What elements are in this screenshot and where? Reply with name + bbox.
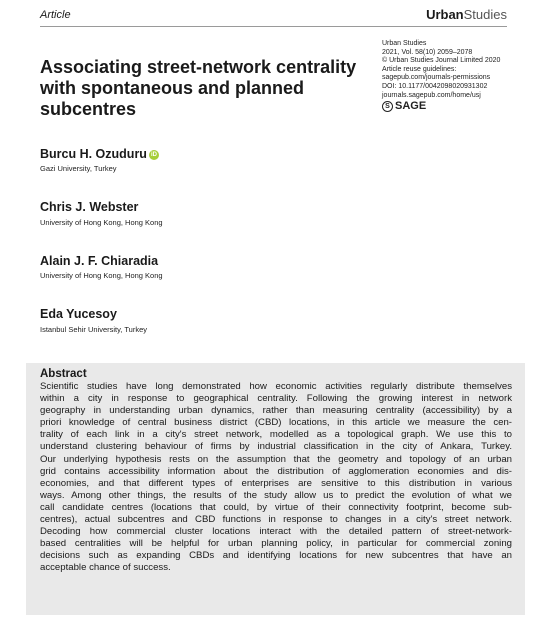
- abstract-line: call candidate centres (locations that could, by virtue of their connectivity footprint, become sub-: [40, 501, 512, 513]
- abstract-line: decisions such as expanding CBDs and identifying locations for new subcentres that have an: [40, 550, 512, 562]
- journal-name-light: Studies: [463, 7, 507, 22]
- title-line: subcentres: [40, 99, 137, 119]
- publication-info: [382, 40, 500, 112]
- author-affiliation: University of Hong Kong, Hong Kong: [40, 218, 163, 227]
- article-type-label: Article: [40, 9, 71, 21]
- abstract-line: trality of each link in a city's street network, modelled as a topological graph. We use this to: [40, 429, 512, 441]
- abstract-line: geography in understanding urban dynamics, rather than measuring centrality (accessibility) by a: [40, 405, 512, 417]
- abstract-line: Our underlying hypothesis rests on the assumption that the geometry and topology of an urban: [40, 453, 512, 465]
- sage-circle-icon: S: [382, 101, 393, 112]
- orcid-icon[interactable]: iD: [150, 152, 157, 158]
- author-name: Alain J. F. Chiaradia: [40, 254, 159, 268]
- info-copyright: © Urban Studies Journal Limited 2020: [382, 57, 501, 65]
- author-name: Eda Yucesoy: [40, 307, 117, 321]
- abstract-line: ways. Among other things, the results of the study allow us to predict the evolution of what we: [40, 489, 512, 501]
- abstract-line: based centralities will be helpful for urban planning policy, in particular for commercial zoning: [40, 538, 512, 550]
- info-journal: Urban Studies: [382, 40, 427, 47]
- abstract-line: centres), actual subcentres and CBD functions in response to changes in a city's street network.: [40, 514, 512, 526]
- publisher-logo: [382, 101, 500, 112]
- info-doi[interactable]: DOI: 10.1177/0042098020931302: [382, 82, 488, 90]
- author-affiliation: University of Hong Kong, Hong Kong: [40, 271, 163, 280]
- author-name: [40, 147, 159, 161]
- abstract-line: acceptable chance of success.: [40, 562, 171, 574]
- title-line: Associating street-network centrality: [40, 57, 357, 77]
- info-permissions-link[interactable]: sagepub.com/journals-permissions: [382, 74, 491, 82]
- author-name-text: Burcu H. Ozuduru: [40, 147, 147, 161]
- title-line: with spontaneous and planned: [40, 78, 305, 98]
- journal-logo: [426, 7, 507, 22]
- author-name: Chris J. Webster: [40, 200, 139, 214]
- abstract-heading: Abstract: [40, 368, 87, 380]
- info-journal-link[interactable]: journals.sagepub.com/home/usj: [382, 91, 481, 99]
- header-rule: [40, 26, 507, 27]
- article-title: [40, 57, 375, 120]
- publisher-name: SAGE: [395, 100, 427, 113]
- author-affiliation: Istanbul Sehir University, Turkey: [40, 325, 147, 334]
- journal-name-bold: Urban: [426, 7, 464, 22]
- info-reuse-label: Article reuse guidelines:: [382, 65, 457, 73]
- abstract-line: Decoding how commercial cluster locations interact with the detailed pattern of street-network-: [40, 526, 512, 538]
- info-volume: 2021, Vol. 58(10) 2059–2078: [382, 48, 473, 56]
- abstract-line: economies, and that different types of enterprises are sensitive to this distribution in various: [40, 477, 512, 489]
- abstract-line: understand clustering behaviour of firms by industrial classification in the city of Ankara, Turkey.: [40, 441, 512, 453]
- author-affiliation: Gazi University, Turkey: [40, 164, 117, 173]
- abstract-body: [40, 381, 512, 575]
- abstract-line: priori knowledge of central business district (CBD) locations, in this article we measure the cen-: [40, 417, 512, 429]
- abstract-line: Scientific studies have long demonstrated how economic activities regularly distribute themselves: [40, 381, 512, 392]
- abstract-line: within a city in response to geographical centrality. Following the growing interest in network: [40, 393, 512, 405]
- abstract-line: grid contains accessibility information about the distribution of agglomeration economies and dis-: [40, 465, 512, 477]
